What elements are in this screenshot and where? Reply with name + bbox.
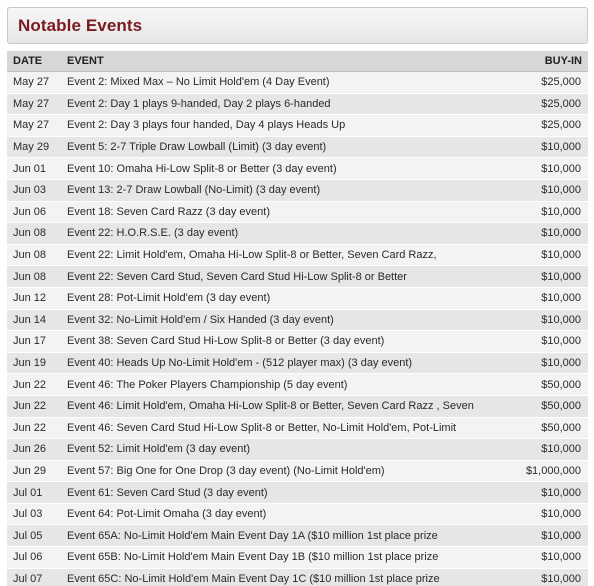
event-date-cell: Jun 22 [7, 374, 61, 396]
table-row [7, 72, 588, 94]
event-date-cell: Jun 01 [7, 158, 61, 180]
event-buyin-cell: $50,000 [492, 395, 588, 417]
event-name-cell: Event 46: Seven Card Stud Hi-Low Split-8 or Better, No-Limit Hold'em, Pot-Limit [61, 417, 492, 439]
event-date-cell: Jun 08 [7, 244, 61, 266]
event-name-cell: Event 5: 2-7 Triple Draw Lowball (Limit) (3 day event) [61, 136, 492, 158]
event-buyin-cell: $10,000 [492, 568, 588, 586]
event-date-cell: Jun 12 [7, 287, 61, 309]
event-name-cell: Event 13: 2-7 Draw Lowball (No-Limit) (3 day event) [61, 179, 492, 201]
event-date-cell: Jul 06 [7, 547, 61, 569]
event-buyin-cell: $50,000 [492, 374, 588, 396]
event-buyin-cell: $10,000 [492, 244, 588, 266]
table-row [7, 568, 588, 586]
table-row [7, 115, 588, 137]
event-buyin-cell: $25,000 [492, 115, 588, 137]
event-date-cell: Jun 26 [7, 439, 61, 461]
event-buyin-cell: $10,000 [492, 287, 588, 309]
event-date-cell: Jul 05 [7, 525, 61, 547]
event-date-cell: Jun 19 [7, 352, 61, 374]
event-name-cell: Event 2: Day 1 plays 9-handed, Day 2 plays 6-handed [61, 93, 492, 115]
event-date-cell: May 27 [7, 93, 61, 115]
event-date-cell: Jun 08 [7, 266, 61, 288]
event-date-cell: Jun 03 [7, 179, 61, 201]
table-row [7, 93, 588, 115]
events-table-container [7, 51, 588, 586]
event-date-cell: Jun 29 [7, 460, 61, 482]
event-name-cell: Event 2: Day 3 plays four handed, Day 4 plays Heads Up [61, 115, 492, 137]
event-date-cell: Jun 22 [7, 395, 61, 417]
event-buyin-cell: $10,000 [492, 266, 588, 288]
table-row [7, 223, 588, 245]
event-date-cell: Jun 08 [7, 223, 61, 245]
event-name-cell: Event 32: No-Limit Hold'em / Six Handed (3 day event) [61, 309, 492, 331]
event-date-cell: Jun 06 [7, 201, 61, 223]
event-name-cell: Event 22: Limit Hold'em, Omaha Hi-Low Split-8 or Better, Seven Card Razz, [61, 244, 492, 266]
event-buyin-cell: $25,000 [492, 93, 588, 115]
table-header-row [7, 51, 588, 72]
event-buyin-cell: $10,000 [492, 547, 588, 569]
event-name-cell: Event 64: Pot-Limit Omaha (3 day event) [61, 503, 492, 525]
table-row [7, 266, 588, 288]
panel-title: Notable Events [18, 16, 143, 35]
event-name-cell: Event 22: Seven Card Stud, Seven Card Stud Hi-Low Split-8 or Better [61, 266, 492, 288]
event-buyin-cell: $10,000 [492, 525, 588, 547]
table-row [7, 136, 588, 158]
table-row [7, 352, 588, 374]
table-row [7, 482, 588, 504]
event-buyin-cell: $25,000 [492, 72, 588, 94]
event-name-cell: Event 18: Seven Card Razz (3 day event) [61, 201, 492, 223]
event-date-cell: Jul 01 [7, 482, 61, 504]
column-header-event: EVENT [61, 51, 492, 72]
event-buyin-cell: $10,000 [492, 179, 588, 201]
table-row [7, 287, 588, 309]
event-date-cell: May 29 [7, 136, 61, 158]
event-name-cell: Event 61: Seven Card Stud (3 day event) [61, 482, 492, 504]
event-buyin-cell: $10,000 [492, 223, 588, 245]
event-name-cell: Event 46: The Poker Players Championship (5 day event) [61, 374, 492, 396]
event-buyin-cell: $10,000 [492, 201, 588, 223]
event-date-cell: May 27 [7, 115, 61, 137]
table-row [7, 503, 588, 525]
event-date-cell: Jul 03 [7, 503, 61, 525]
event-buyin-cell: $10,000 [492, 482, 588, 504]
event-name-cell: Event 65A: No-Limit Hold'em Main Event Day 1A ($10 million 1st place prize [61, 525, 492, 547]
table-row [7, 158, 588, 180]
event-name-cell: Event 57: Big One for One Drop (3 day event) (No-Limit Hold'em) [61, 460, 492, 482]
table-row [7, 460, 588, 482]
event-name-cell: Event 10: Omaha Hi-Low Split-8 or Better (3 day event) [61, 158, 492, 180]
event-date-cell: Jun 14 [7, 309, 61, 331]
event-name-cell: Event 38: Seven Card Stud Hi-Low Split-8 or Better (3 day event) [61, 331, 492, 353]
table-row [7, 179, 588, 201]
event-name-cell: Event 28: Pot-Limit Hold'em (3 day event) [61, 287, 492, 309]
table-row [7, 395, 588, 417]
event-buyin-cell: $10,000 [492, 352, 588, 374]
event-buyin-cell: $50,000 [492, 417, 588, 439]
event-name-cell: Event 2: Mixed Max – No Limit Hold'em (4 Day Event) [61, 72, 492, 94]
event-buyin-cell: $10,000 [492, 439, 588, 461]
table-row [7, 547, 588, 569]
event-buyin-cell: $10,000 [492, 503, 588, 525]
event-name-cell: Event 46: Limit Hold'em, Omaha Hi-Low Split-8 or Better, Seven Card Razz , Seven [61, 395, 492, 417]
table-row [7, 525, 588, 547]
event-buyin-cell: $1,000,000 [492, 460, 588, 482]
table-row [7, 374, 588, 396]
event-name-cell: Event 22: H.O.R.S.E. (3 day event) [61, 223, 492, 245]
table-body [7, 72, 588, 586]
event-buyin-cell: $10,000 [492, 331, 588, 353]
table-row [7, 331, 588, 353]
events-table [7, 51, 588, 586]
table-row [7, 201, 588, 223]
table-row [7, 417, 588, 439]
event-name-cell: Event 65B: No-Limit Hold'em Main Event Day 1B ($10 million 1st place prize [61, 547, 492, 569]
event-buyin-cell: $10,000 [492, 136, 588, 158]
column-header-date: DATE [7, 51, 61, 72]
table-row [7, 309, 588, 331]
event-name-cell: Event 40: Heads Up No-Limit Hold'em - (512 player max) (3 day event) [61, 352, 492, 374]
table-row [7, 439, 588, 461]
event-name-cell: Event 65C: No-Limit Hold'em Main Event Day 1C ($10 million 1st place prize [61, 568, 492, 586]
event-date-cell: May 27 [7, 72, 61, 94]
event-buyin-cell: $10,000 [492, 158, 588, 180]
event-date-cell: Jun 22 [7, 417, 61, 439]
event-date-cell: Jun 17 [7, 331, 61, 353]
panel-header [7, 7, 588, 44]
event-name-cell: Event 52: Limit Hold'em (3 day event) [61, 439, 492, 461]
event-date-cell: Jul 07 [7, 568, 61, 586]
table-row [7, 244, 588, 266]
column-header-buyin: BUY-IN [492, 51, 588, 72]
event-buyin-cell: $10,000 [492, 309, 588, 331]
